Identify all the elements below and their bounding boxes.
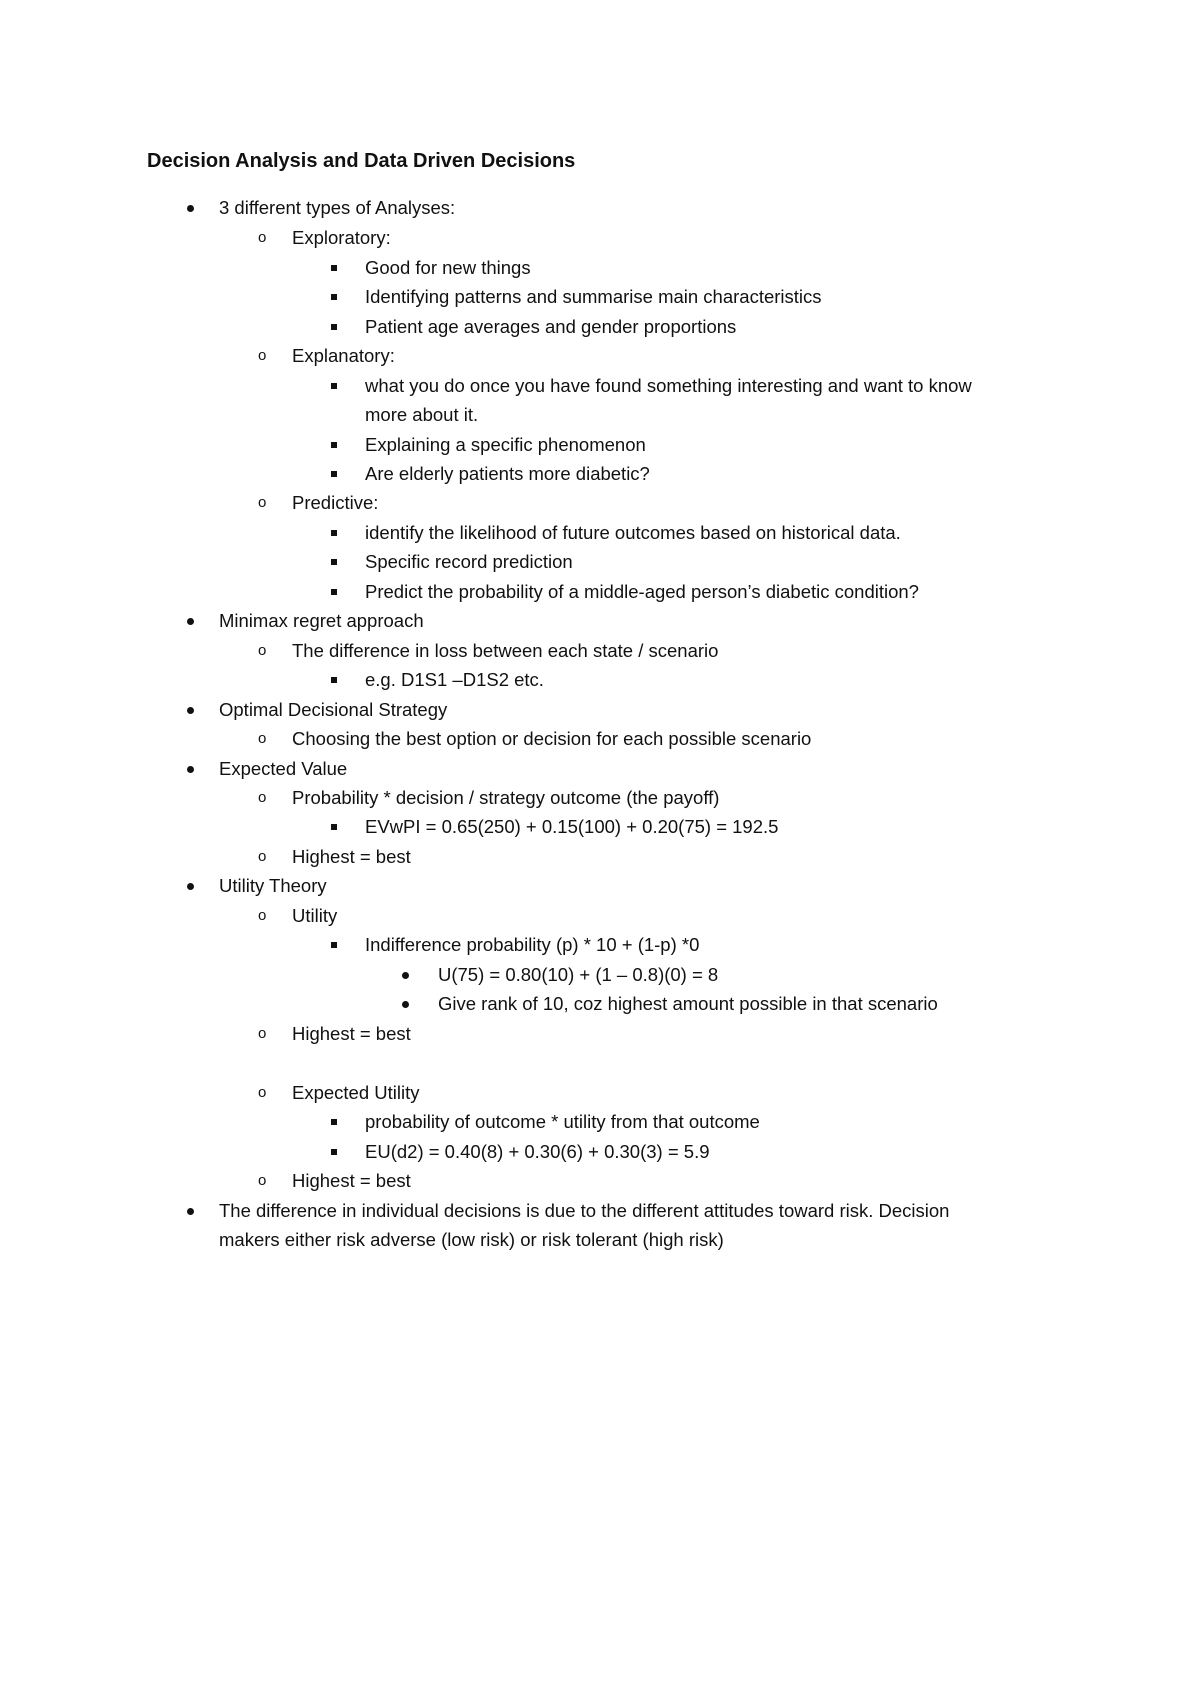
square-bullet-icon	[331, 324, 337, 330]
bullet-dot-icon	[187, 205, 194, 212]
list-item: Highest = best	[292, 1170, 411, 1191]
list-item: Expected Value	[219, 758, 348, 779]
list-item: identify the likelihood of future outcomes based on historical data.	[365, 522, 901, 543]
square-bullet-icon	[331, 530, 337, 536]
bullet-dot-icon	[187, 618, 194, 625]
list-item: EU(d2) = 0.40(8) + 0.30(6) + 0.30(3) = 5.9	[365, 1141, 710, 1162]
square-bullet-icon	[331, 383, 337, 389]
list-item: Give rank of 10, coz highest amount possible in that scenario	[438, 993, 938, 1014]
list-item: Expected Utility	[292, 1082, 420, 1103]
list-item: e.g. D1S1 –D1S2 etc.	[365, 669, 544, 690]
bullet-dot-icon	[187, 883, 194, 890]
list-item: Indifference probability (p) * 10 + (1-p) *0	[365, 934, 700, 955]
square-bullet-icon	[331, 824, 337, 830]
list-item: Explanatory:	[292, 345, 395, 366]
square-bullet-icon	[331, 559, 337, 565]
circle-bullet-icon: o	[258, 1084, 267, 1101]
list-item: Predictive:	[292, 492, 379, 513]
bullet-dot-icon	[187, 766, 194, 773]
circle-bullet-icon: o	[258, 907, 267, 924]
list-item: Good for new things	[365, 257, 531, 278]
list-item-continuation: makers either risk adverse (low risk) or risk tolerant (high risk)	[219, 1229, 724, 1250]
square-bullet-icon	[331, 1119, 337, 1125]
bullet-dot-icon	[187, 707, 194, 714]
circle-bullet-icon: o	[258, 347, 267, 364]
circle-bullet-icon: o	[258, 1172, 267, 1189]
bullet-dot-icon	[402, 1001, 409, 1008]
list-item: Patient age averages and gender proportions	[365, 316, 737, 337]
list-item: probability of outcome * utility from that outcome	[365, 1111, 760, 1132]
list-item: Highest = best	[292, 1023, 411, 1044]
list-item: Specific record prediction	[365, 551, 573, 572]
page-title: Decision Analysis and Data Driven Decisions	[147, 150, 576, 172]
list-item: Utility Theory	[219, 875, 327, 896]
list-item: Explaining a specific phenomenon	[365, 434, 646, 455]
list-item: Are elderly patients more diabetic?	[365, 463, 650, 484]
list-item: The difference in loss between each state / scenario	[292, 640, 719, 661]
circle-bullet-icon: o	[258, 642, 267, 659]
list-item: U(75) = 0.80(10) + (1 – 0.8)(0) = 8	[438, 964, 719, 985]
list-item: Choosing the best option or decision for each possible scenario	[292, 728, 812, 749]
list-item: Probability * decision / strategy outcome (the payoff)	[292, 787, 720, 808]
square-bullet-icon	[331, 442, 337, 448]
bullet-dot-icon	[402, 972, 409, 979]
list-item: Identifying patterns and summarise main characteristics	[365, 286, 822, 307]
list-item: Minimax regret approach	[219, 610, 424, 631]
list-item: Exploratory:	[292, 227, 391, 248]
list-item: 3 different types of Analyses:	[219, 197, 456, 218]
list-item: Predict the probability of a middle-aged person’s diabetic condition?	[365, 581, 919, 602]
list-item: The difference in individual decisions is due to the different attitudes toward risk. Decision	[219, 1200, 950, 1221]
square-bullet-icon	[331, 265, 337, 271]
square-bullet-icon	[331, 589, 337, 595]
list-item: EVwPI = 0.65(250) + 0.15(100) + 0.20(75) = 192.5	[365, 816, 779, 837]
circle-bullet-icon: o	[258, 730, 267, 747]
circle-bullet-icon: o	[258, 789, 267, 806]
list-item: Utility	[292, 905, 338, 926]
square-bullet-icon	[331, 677, 337, 683]
list-item: Highest = best	[292, 846, 411, 867]
circle-bullet-icon: o	[258, 229, 267, 246]
square-bullet-icon	[331, 294, 337, 300]
circle-bullet-icon: o	[258, 848, 267, 865]
list-item: what you do once you have found something interesting and want to know	[365, 375, 972, 396]
circle-bullet-icon: o	[258, 494, 267, 511]
square-bullet-icon	[331, 942, 337, 948]
list-item-continuation: more about it.	[365, 404, 479, 425]
circle-bullet-icon: o	[258, 1025, 267, 1042]
square-bullet-icon	[331, 471, 337, 477]
bullet-dot-icon	[187, 1208, 194, 1215]
list-item: Optimal Decisional Strategy	[219, 699, 448, 720]
square-bullet-icon	[331, 1149, 337, 1155]
